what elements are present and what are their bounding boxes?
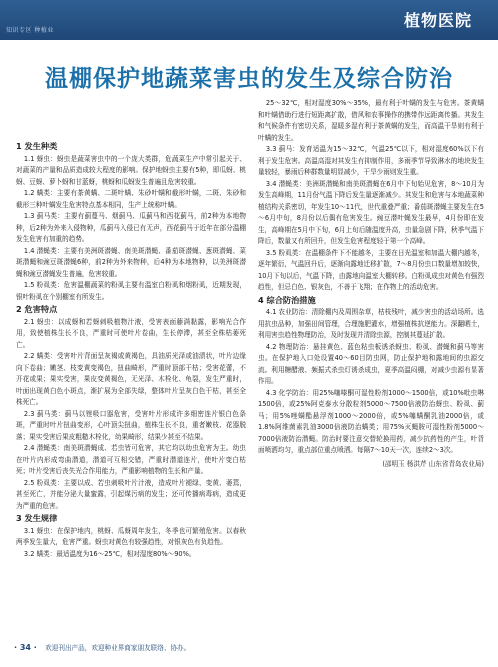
paragraph: 2.4 潜蝇类：南美斑潜蝇成、若虫皆可危害，其它均以幼虫危害为主。幼虫在叶片内形成弯曲潜道，潜道可互相交错，严重时潜道连片，使叶片变白枯死；叶片受害后丧失光合作用能力，严重影响植物的生长和产量。: [16, 444, 246, 475]
paragraph: 3.1 蚜虫：在保护地内，桃蚜、瓜蚜周年发生，冬季也可繁殖危害。以春秋两季发生量大，危害严重。蚜虫对黄色有较强趋性，对银灰色有负趋性。: [16, 526, 246, 546]
page-number: · 34 ·: [14, 643, 37, 652]
paragraph: 4.1 农业防治：清除棚内及周围杂草，枯枝残叶，减少害虫的活动场所。选用抗虫品种，加强田间管理，合理施肥灌水，增强植株抗逆能力。深翻晒土，利用害虫趋性物理防治，及时发现并清除虫源，控制其蔓延扩散。: [258, 308, 484, 339]
paragraph: 2.3 蓟马类：蓟马以锉吸口器危害，受害叶片形成许多细密连片银白色条斑，严重时叶片扭曲变形，心叶顶尖扭曲，植株生长不良，重者嫩枝、花器脱落；果实受害后果皮粗糙木栓化，幼果畸形，结果少甚至不结果。: [16, 409, 246, 441]
header-band: [0, 0, 498, 40]
page-footer: [14, 642, 484, 656]
paragraph: 4.3 化学防治：用25%噻嗪酮可湿性粉剂1000～1500倍，或10%吡虫啉1500倍，或25%阿克泰水分散粒剂5000～7500倍液防治蚜虫、粉虱、蓟马；用5%唑螨酯悬浮剂1000～2000倍，或5%噻螨酮乳油2000倍，或1.8%阿维菌素乳油3000倍液防治螨类；用75%灭蝇胺可湿性粉剂5000～7000倍液防治潜蝇。防治时要注意交替轮换用药，减少抗药性的产生，叶背面喷洒均匀，重点部位重点喷洒。每隔7～10天一次，连续2～3次。: [258, 388, 484, 454]
paragraph: 3.3 蓟马：发育适温为15～32℃，气温25℃以下，相对湿度60%以下有利于发生危害。高温高湿对其发生有抑制作用，多雨季节导致淋水的地块发生量较轻，暴雨后种群数量明显减少，干旱少雨则发生重。: [258, 145, 484, 176]
section-heading: 2 危害特点: [16, 304, 58, 314]
article-title: 温棚保护地蔬菜害虫的发生及综合防治: [45, 66, 453, 92]
left-column: [16, 140, 246, 560]
paragraph: 1.2 螨类：主要有茶黄螨、二斑叶螨、朱砂叶螨和截形叶螨，二斑、朱砂和截形三种叶螨发生危害特点基本相同，生产上统称叶螨。: [16, 189, 246, 209]
footer-slogan: 欢迎刊出产品，欢迎种业界商家朋友联络、协办。: [45, 644, 191, 652]
section-heading: 4 综合防治措施: [258, 294, 316, 305]
paragraph: 4.2 物理防治：悬挂黄色、蓝色粘虫板诱杀蚜虫、粉虱、潜蝇和蓟马等害虫。在保护地入口处设置40～60目防虫网，防止保护地和露地间的虫源交流。利用糖醋液、频振式杀虫灯诱杀成虫，夏季高温闷棚，对减少虫源有显著作用。: [258, 342, 484, 385]
paragraph: 1.5 粉虱类：危害温棚蔬菜的粉虱主要有温室白粉虱和烟粉虱，近期发现，银叶粉虱在个别棚室有所发生。: [16, 281, 246, 301]
header-column-label: 知识专区 种植业: [6, 27, 54, 34]
paragraph: 25～32℃，相对湿度30%～35%，最有利于叶螨的发生与危害。茶黄螨和叶螨借助行进行短距离扩散，借风和农事操作的携带作远距离传播。其发生和气候条件有密切关系，湿暖多湿有利于茶黄螨的发生，而高温干旱则有利于叶螨的发生。: [258, 99, 484, 142]
paragraph: 3.4 潜蝇类：美洲斑潜蝇和南美斑潜蝇在6月中下旬始见危害，8～10月为发生高峰期，11月份气温下降后发生量逐渐减少。其发生和危害与本地蔬菜种植结构关系密切，年发生10～11代，世代重叠严重；番茄斑潜蝇主要发生在5～6月中旬，8月份以后偶有危害发生。豌豆潜叶蝇发生最早，4月份即在发生，高峰期在5月中下旬，6月上旬后随温度升高，虫量急剧下降，秋季气温下降后，数量又有所回升，但发生危害程度轻于第一个高峰。: [258, 179, 484, 245]
article-source: (邵明玉 杨洪芹 山东省青岛农业局): [382, 459, 484, 468]
paragraph: 3.2 螨类：最适温度为16～25℃，相对湿度80%～90%。: [23, 549, 196, 558]
paragraph: 2.2 螨类：受害叶片背面呈灰褐或黄褐色，具油质光泽或油渍状，叶片边缘向下卷曲；嫩茎、枝变黄变褐色，扭曲畸形，严重时顶部干枯；受害花蕾，不开花或果；果实受害，果皮变黄褐色，无光泽、木栓化、龟裂，发生严重时，叶面出现黄白色小斑点，渐扩展为全部失绿，整体叶片呈灰白色干枯，甚至全株死亡。: [16, 352, 246, 406]
section-name: 植物医院: [403, 11, 472, 30]
paragraph: 2.5 粉虱类：主要以成、若虫刺吸叶片汁液，造成叶片褪绿、变黄、萎蔫，甚至死亡，并能分泌大量蜜露，引起煤污病的发生；还可传播病毒病，造成更为严重的危害。: [16, 478, 246, 510]
paragraph: 2.1 蚜虫：以成蚜和若蚜刺吸植物汁液，受害表面藤满黏露，影响光合作用，致使植株生长不良，严重时可使叶片卷曲，生长停滞，甚至全株枯萎死亡。: [16, 317, 246, 349]
section-heading: 1 发生种类: [16, 141, 58, 151]
paragraph: 1.3 蓟马类：主要有蓟蔓马、烟蓟马、瓜蓟马和西花蓟马，前2种为本地物种，后2种为外来入侵物种，瓜蓟马入侵已有无声，西花蓟马于近年在部分温棚发生危害有加重的趋势。: [16, 212, 246, 243]
paragraph: 1.1 蚜虫：蚜虫是蔬菜害虫中的一个庞大类群，危蔬菜生产中常引起关于、对蔬菜的产量和品质造成较大程度的影响。保护地蚜虫主要有5种，即瓜蚜、桃蚜、豆蚜、萝卜蚜和甘蓝蚜，桃蚜和瓜蚜发生普遍且危害较重。: [16, 154, 246, 186]
paragraph: 3.5 粉虱类：在温棚条件下不能越冬，主要在日光温室和加温大棚内越冬，逐年繁衍，气温回升后，逐渐向露地迁移扩散，7～8月份虫口数量增加较快，10月下旬以后，气温下降，由露地向温室大棚转移。白粉虱成虫对黄色有强烈趋性，但忌白色、银灰色，不善于飞翔；在作物上的活动危害。: [258, 248, 484, 291]
section-heading: 3 发生规律: [16, 513, 58, 523]
paragraph: 1.4 潜蝇类：主要有美洲斑潜蝇、南美斑潜蝇、番茄斑潜蝇、葱斑潜蝇、菜斑潜蝇和豌豆斑潜蝇6种，前2种为外来物种，后4种为本地物种，以美洲斑潜蝇和豌豆潜蝇发生普遍，危害较重。: [16, 246, 246, 278]
right-column: [258, 98, 484, 470]
